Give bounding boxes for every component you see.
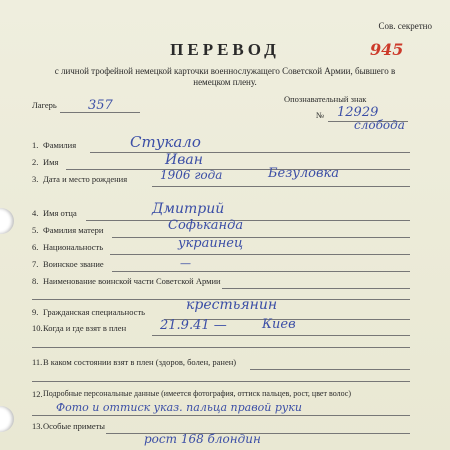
birth-place-value: Безуловка [268,166,340,181]
field-label-condition: В каком состоянии взят в плен (здоров, болен, ранен) [43,357,237,367]
field-number: 11. [32,357,43,367]
nationality-value: украинец [178,236,244,251]
field-label-name: Имя [43,157,59,167]
field-number: 9. [32,307,39,317]
field-label-mother: Фамилия матери [43,225,104,235]
field-label-profession: Гражданская специальность [43,307,146,317]
field-label-personal-data: Подробные персональные данные (имеется фотография, оттиск пальцев, рост, цвет волос) [43,389,351,398]
field-number: 1. [32,140,39,150]
field-number: 12. [32,389,43,399]
field-label-father: Имя отца [43,208,77,218]
surname-value: Стукало [130,133,201,151]
captured-place-value: Киев [262,317,296,332]
punch-hole-bottom [0,406,14,432]
mother-value: Софьканда [168,218,244,233]
camp-label: Лагерь [32,100,57,110]
field-label-features: Особые приметы [43,421,106,431]
personal-data-value: Фото и оттиск указ. пальца правой руки [56,401,302,414]
document-subtitle: с личной трофейной немецкой карточки военнослужащего Советской Армии, бывшего в немецком плену. [54,66,396,87]
id-sign-label: Опознавательный знак [284,94,367,104]
punch-hole-top [0,208,14,234]
field-number: 2. [32,157,39,167]
field-number: 13. [32,421,43,431]
field-number: 8. [32,276,39,286]
birth-year-value: 1906 года [160,168,223,182]
secret-stamp: Сов. секретно [378,21,432,31]
field-number: 7. [32,259,39,269]
field-label-surname: Фамилия [43,140,77,150]
profession-value: крестьянин [186,297,278,313]
features-value: рост 168 блондин [144,432,261,446]
captured-date-value: 21.9.41 — [160,318,227,333]
field-label-unit: Наименование воинской части Советской Армии [43,276,221,286]
id-number-prefix: № [316,110,325,120]
field-number: 6. [32,242,39,252]
document-title: ПЕРЕВОД [170,40,280,59]
id-extra: слобода [354,118,405,132]
rank-value: — [180,257,191,270]
field-label-captured: Когда и где взят в плен [43,323,127,333]
field-number: 10. [32,323,43,333]
field-number: 3. [32,174,39,184]
name-value: Иван [165,152,203,168]
id-number-value: 12929 [337,105,379,120]
field-number: 5. [32,225,39,235]
field-number: 4. [32,208,39,218]
camp-value: 357 [88,98,113,113]
red-number: 945 [370,40,404,59]
field-label-rank: Воинское звание [43,259,104,269]
field-label-birth: Дата и место рождения [43,174,128,184]
father-value: Дмитрий [152,201,225,217]
field-label-nationality: Национальность [43,242,104,252]
